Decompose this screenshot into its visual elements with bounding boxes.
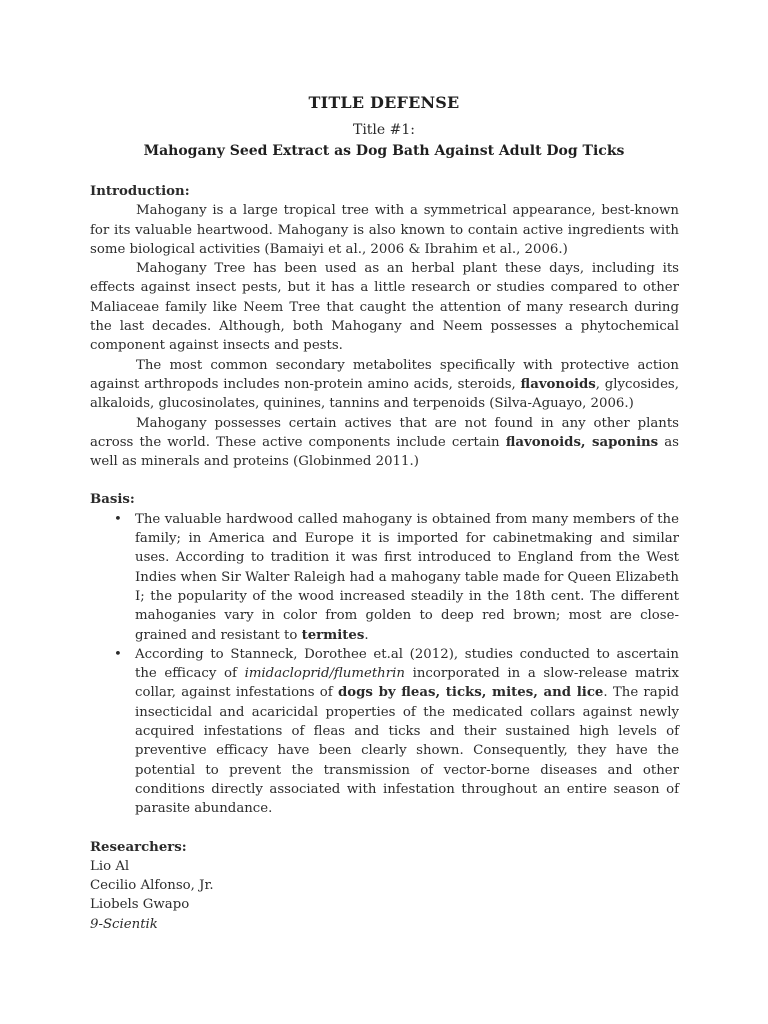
researcher-name: Lio Al xyxy=(90,858,130,874)
intro-paragraph-1-text: Mahogany is a large tropical tree with a symmetrical appearance, best-known for its valuable heartwood. Mahogany is also known to contain active ingredients with some biological activities (Bamaiyi et al., 2006 & Ibrahim et al., 2006.) xyxy=(90,203,679,257)
section-name: 9-Scientik xyxy=(90,916,158,932)
researcher-name: Cecilio Alfonso, Jr. xyxy=(90,878,214,894)
basis-list xyxy=(90,510,679,819)
spacer xyxy=(90,819,679,838)
bullet-icon: • xyxy=(114,646,122,662)
document-title: TITLE DEFENSE xyxy=(308,93,460,112)
basis-item-1 xyxy=(90,510,679,645)
document-body xyxy=(90,182,679,934)
basis-item-2 xyxy=(90,645,679,819)
basis-item-1-text-b: . xyxy=(364,627,369,643)
intro-paragraph-3-text-b: , glycosides, alkaloids, glucosinolates, quinines, tannins and terpenoids (Silva-Aguayo, 2006.) xyxy=(90,376,679,412)
basis-item-2-text-c: . The rapid insecticidal and acaricidal properties of the medicated collars against newly acquired infestations of fleas and ticks and their sustained high levels of preventive efficacy have been clearly shown. Consequently, they have the potential to prevent the transmission of vector-borne diseases and other conditions directly associated with infestation throughout an entire season of parasite abundance. xyxy=(135,685,679,817)
bullet-icon: • xyxy=(114,511,122,527)
basis-heading: Basis: xyxy=(90,492,135,508)
researchers-heading: Researchers: xyxy=(90,839,187,855)
basis-item-1-text-a: The valuable hardwood called mahogany is obtained from many members of the family; in America and Europe it is imported for cabinetmaking and similar uses. According to tradition it was first introduced to England from the West Indies when Sir Walter Raleigh had a mahogany table made for Queen Elizabeth I; the popularity of the wood increased steadily in the 18th cent. The different mahoganies vary in color from golden to deep red brown; most are close-grained and resistant to xyxy=(135,511,679,643)
intro-paragraph-3-bold: flavonoids xyxy=(520,376,596,392)
basis-item-2-italic: imidacloprid/flumethrin xyxy=(244,666,405,682)
intro-paragraph-4 xyxy=(90,414,679,472)
intro-paragraph-2-text: Mahogany Tree has been used as an herbal plant these days, including its effects against insect pests, but it has a little research or studies compared to other Maliaceae family like Neem Tree that caught the attention of many research during the last decades. Although, both Mahogany and Neem possesses a phytochemical component against insects and pests. xyxy=(90,261,679,354)
introduction-heading: Introduction: xyxy=(90,184,190,199)
title-number: Title #1: xyxy=(352,122,415,138)
research-title: Mahogany Seed Extract as Dog Bath Against Adult Dog Ticks xyxy=(143,143,625,159)
basis-item-2-text-b: incorporated in a slow-release matrix collar, against infestations of xyxy=(135,666,679,701)
intro-paragraph-1 xyxy=(90,201,679,259)
basis-item-1-bold: termites xyxy=(301,627,365,643)
spacer xyxy=(90,471,679,490)
intro-paragraph-3 xyxy=(90,356,679,414)
researcher-name: Liobels Gwapo xyxy=(90,897,190,913)
intro-paragraph-4-text-a: Mahogany possesses certain actives that are not found in any other plants across the world. These active components include certain xyxy=(90,415,679,450)
basis-item-2-bold: dogs by fleas, ticks, mites, and lice xyxy=(337,685,604,701)
intro-paragraph-2 xyxy=(90,259,679,355)
intro-paragraph-4-bold: flavonoids, saponins xyxy=(505,434,659,450)
intro-paragraph-3-text-a: The most common secondary metabolites specifically with protective action against arthropods includes non-protein amino acids, steroids, xyxy=(90,357,679,392)
intro-paragraph-4-text-b: as well as minerals and proteins (Globinmed 2011.) xyxy=(90,434,679,470)
basis-item-2-text-a: According to Stanneck, Dorothee et.al (2012), studies conducted to ascertain the efficacy of xyxy=(135,646,679,682)
